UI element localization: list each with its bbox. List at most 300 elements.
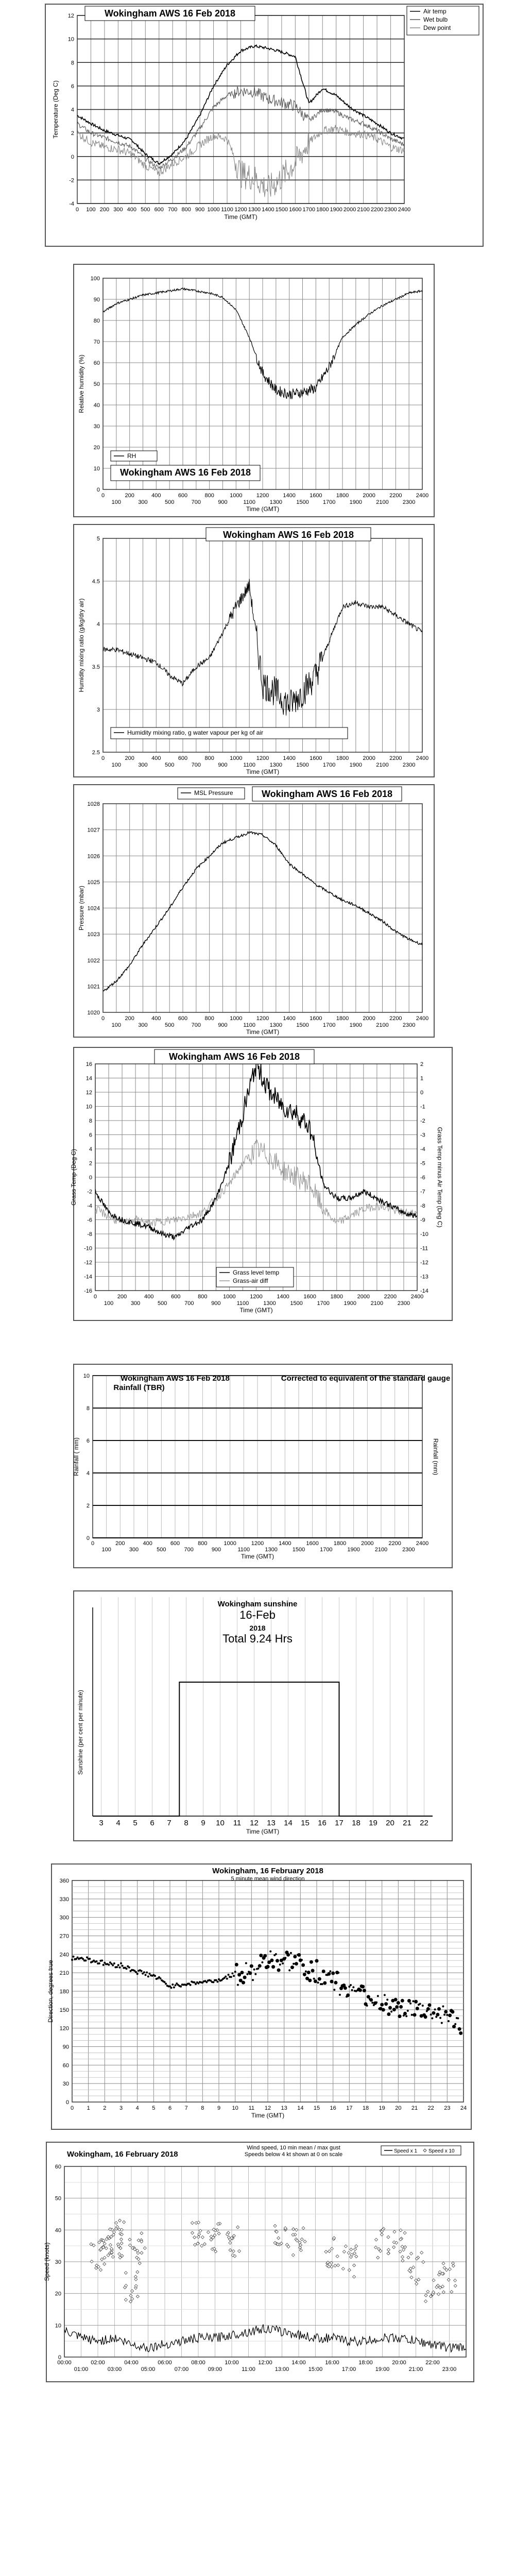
direction-point	[165, 1982, 167, 1985]
x-tick-label: 1300	[269, 499, 283, 505]
x-tick-label: 6	[150, 1819, 154, 1827]
direction-point	[451, 2010, 454, 2014]
x-tick-label: 1900	[349, 499, 363, 505]
y-right-tick-label: -7	[420, 1189, 425, 1195]
x-tick-label: 1300	[269, 1022, 283, 1028]
x-tick-label: 17	[335, 1819, 344, 1827]
legend-entry: Speed x 1	[394, 2148, 418, 2154]
y-tick-label: 270	[59, 1933, 69, 1940]
direction-point	[442, 2005, 444, 2007]
direction-point	[98, 1962, 100, 1964]
direction-point	[430, 2013, 432, 2015]
direction-point	[295, 1962, 298, 1965]
y-right-tick-label: 2	[420, 1061, 424, 1067]
direction-point	[96, 1960, 98, 1962]
x-tick-label: 22	[420, 1819, 428, 1827]
x-tick-label: 2	[103, 2105, 107, 2111]
x-axis-label: Time (GMT)	[246, 505, 280, 513]
direction-point	[405, 2015, 407, 2017]
x-tick-label: 8	[201, 2105, 204, 2111]
x-tick-label: 2400	[416, 493, 429, 499]
direction-point	[160, 1977, 162, 1979]
x-tick-label: 0	[70, 2105, 74, 2111]
x-tick-label: 400	[151, 755, 161, 761]
direction-point	[82, 1958, 84, 1960]
x-tick-label: 1700	[302, 207, 316, 213]
x-tick-label: 9	[201, 1819, 205, 1827]
direction-point	[331, 1972, 335, 1975]
direction-point	[443, 2013, 445, 2015]
x-tick-label: 400	[143, 1540, 152, 1547]
direction-point	[126, 1968, 128, 1970]
humidity-chart	[0, 260, 515, 520]
y-tick-label: 0	[89, 1175, 92, 1181]
chart-subtitle: 5 minute mean wind direction	[231, 1876, 305, 1882]
y-tick-label: 8	[89, 1118, 92, 1124]
x-tick-label: 1700	[322, 1022, 336, 1028]
rainfall-chart-panel	[0, 1360, 515, 1571]
x-tick-label-minor: 21:00	[408, 2366, 423, 2372]
x-tick-label: 16	[318, 1819, 327, 1827]
direction-point	[409, 2003, 411, 2005]
x-axis-label: Time (GMT)	[246, 1028, 280, 1036]
direction-point	[226, 1978, 228, 1980]
x-tick-label: 1600	[289, 207, 302, 213]
x-tick-label: 100	[86, 207, 96, 213]
direction-point	[146, 1972, 148, 1974]
direction-point	[394, 1998, 398, 2002]
x-tick-label: 800	[204, 493, 214, 499]
direction-point	[314, 1979, 317, 1983]
direction-point	[350, 1984, 352, 1986]
direction-point	[334, 1981, 337, 1985]
direction-point	[242, 1981, 245, 1985]
x-tick-label: 700	[184, 1300, 194, 1307]
chart-subtitle: Wind speed, 10 min mean / max gust	[247, 2145, 340, 2151]
x-tick-label: 11	[233, 1819, 242, 1827]
x-tick-label: 0	[101, 493, 105, 499]
x-tick-label: 2200	[388, 1540, 401, 1547]
y-tick-label: 3.5	[92, 664, 100, 670]
y-tick-label: 80	[93, 318, 100, 324]
y-tick-label: 40	[93, 402, 100, 409]
direction-point	[216, 1981, 218, 1983]
x-tick-label: 2100	[374, 1547, 388, 1553]
direction-point	[361, 1985, 365, 1989]
x-tick-label: 1400	[283, 493, 296, 499]
x-tick-label: 1700	[320, 1547, 333, 1553]
x-tick-label: 1900	[330, 207, 342, 213]
x-tick-label: 22:00	[425, 2360, 440, 2366]
y-tick-label: 60	[62, 2062, 69, 2069]
direction-point	[141, 1970, 143, 1972]
y-tick-label: 10	[83, 1373, 90, 1379]
direction-point	[235, 1963, 238, 1967]
x-tick-label: 300	[138, 499, 148, 505]
direction-point	[253, 1969, 255, 1971]
direction-point	[282, 1962, 284, 1964]
x-tick-label: 600	[154, 207, 164, 213]
y-tick-label: 1025	[87, 879, 100, 886]
grass-temp-chart-panel	[0, 1043, 515, 1324]
x-tick-label: 1300	[263, 1300, 276, 1307]
direction-point	[310, 1960, 313, 1964]
x-tick-label: 1100	[236, 1300, 249, 1307]
x-tick-label: 1000	[230, 1015, 243, 1022]
direction-point	[258, 1968, 260, 1970]
direction-point	[194, 1981, 196, 1984]
x-tick-label: 2000	[361, 1540, 374, 1547]
direction-point	[163, 1981, 165, 1983]
x-tick-label: 2100	[376, 762, 389, 768]
direction-point	[407, 2010, 409, 2012]
y-tick-label: 4	[71, 107, 74, 113]
direction-point	[243, 1976, 247, 1979]
y-axis-label: Humidity mixing ratio (g/kg/dry air)	[78, 598, 85, 692]
x-tick-label: 1200	[234, 207, 247, 213]
x-tick-label: 1800	[333, 1540, 347, 1547]
x-tick-label-minor: 17:00	[341, 2366, 356, 2372]
y-axis-label: Sunshine (per cent per minute)	[77, 1690, 84, 1775]
direction-point	[263, 1954, 267, 1958]
direction-point	[452, 2025, 456, 2028]
legend	[111, 451, 157, 461]
x-tick-label: 10	[216, 1819, 225, 1827]
direction-point	[422, 2005, 424, 2007]
direction-point	[313, 1978, 315, 1980]
direction-point	[147, 1975, 149, 1977]
y-right-tick-label: -9	[420, 1217, 425, 1224]
direction-point	[171, 1984, 174, 1986]
x-tick-label: 20	[386, 1819, 394, 1827]
x-tick-label: 22	[427, 2105, 434, 2111]
y-tick-label: 330	[59, 1896, 69, 1903]
x-tick-label: 2100	[376, 499, 389, 505]
y-right-tick-label: -10	[420, 1231, 428, 1238]
x-tick-label: 600	[178, 755, 188, 761]
direction-point	[277, 1969, 281, 1972]
direction-point	[403, 2012, 407, 2015]
chart-total: Total 9.24 Hrs	[222, 1632, 293, 1645]
y-tick-label: 10	[55, 2323, 61, 2329]
direction-point	[348, 1986, 350, 1988]
x-tick-label: 7	[184, 2105, 188, 2111]
y-tick-label: 3	[96, 707, 100, 713]
direction-point	[317, 1981, 319, 1984]
x-tick-label: 1300	[248, 207, 261, 213]
direction-point	[108, 1964, 110, 1966]
legend-entry: Speed x 10	[428, 2148, 455, 2154]
wind-speed-chart	[0, 2138, 515, 2385]
x-tick-label: 100	[104, 1300, 114, 1307]
x-tick-label: 1800	[316, 207, 329, 213]
x-tick-label: 1800	[330, 1294, 343, 1300]
wind-direction-chart	[0, 1860, 515, 2133]
x-tick-label: 1300	[269, 762, 283, 768]
direction-point	[454, 2023, 456, 2025]
x-tick-label: 0	[93, 1294, 97, 1300]
x-tick-label: 24	[460, 2105, 467, 2111]
y-right-axis-label: Grass Temp minus Air Temp (Deg C)	[436, 1127, 443, 1228]
mixing-ratio-chart	[0, 520, 515, 781]
y-tick-label: 50	[93, 381, 100, 387]
mixing-ratio-chart-panel	[0, 520, 515, 781]
y-axis-label: Rainfall ( mm)	[73, 1437, 80, 1476]
x-tick-label: 500	[164, 762, 175, 768]
x-tick-label: 0	[75, 207, 79, 213]
y-tick-label: 40	[55, 2227, 61, 2234]
temperature-chart-panel	[0, 0, 515, 250]
direction-point	[297, 1953, 301, 1957]
x-tick-label: 21	[403, 1819, 411, 1827]
direction-point	[384, 1994, 386, 1996]
x-tick-label: 19	[369, 1819, 377, 1827]
x-tick-label: 1900	[344, 1300, 357, 1307]
x-tick-label: 400	[151, 1015, 161, 1022]
x-tick-label: 8	[184, 1819, 188, 1827]
direction-point	[269, 1951, 271, 1953]
direction-point	[321, 1983, 323, 1985]
y-tick-label: -14	[84, 1274, 92, 1280]
x-tick-label: 14	[297, 2105, 304, 2111]
direction-point	[275, 1953, 277, 1955]
y-right-tick-label: -3	[420, 1132, 425, 1139]
x-tick-label: 3	[99, 1819, 104, 1827]
x-tick-label: 1400	[279, 1540, 291, 1547]
x-tick-label-minor: 07:00	[174, 2366, 189, 2372]
x-tick-label: 1100	[221, 207, 233, 213]
y-tick-label: 50	[55, 2195, 61, 2202]
x-tick-label: 12	[250, 1819, 259, 1827]
legend-entry: MSL Pressure	[194, 789, 233, 796]
x-tick-label: 900	[195, 207, 205, 213]
x-tick-label: 1200	[251, 1540, 264, 1547]
x-tick-label: 1000	[230, 493, 243, 499]
y-tick-label: 60	[55, 2164, 61, 2170]
y-tick-label: 16	[85, 1061, 92, 1067]
direction-point	[352, 1986, 354, 1988]
y-tick-label: -4	[69, 201, 74, 207]
x-tick-label: 700	[191, 1022, 201, 1028]
direction-point	[228, 1974, 230, 1976]
y-tick-label: -12	[84, 1260, 92, 1266]
y-right-tick-label: -11	[420, 1245, 428, 1252]
direction-point	[148, 1973, 150, 1975]
x-tick-label: 10	[232, 2105, 238, 2111]
direction-point	[318, 1977, 321, 1981]
direction-point	[392, 2008, 396, 2011]
x-tick-label: 1300	[265, 1547, 278, 1553]
x-tick-label: 500	[141, 207, 150, 213]
direction-point	[117, 1964, 119, 1966]
x-tick-label: 700	[168, 207, 178, 213]
direction-point	[279, 1963, 281, 1965]
x-tick-label: 14	[284, 1819, 293, 1827]
direction-point	[431, 2018, 433, 2020]
direction-point	[293, 1955, 297, 1958]
direction-point	[434, 2008, 436, 2010]
direction-point	[333, 1989, 335, 1991]
chart-title: Wokingham sunshine	[217, 1600, 298, 1608]
direction-point	[231, 1972, 233, 1974]
direction-point	[459, 2031, 462, 2035]
y-tick-label: 6	[71, 83, 74, 90]
x-tick-label: 200	[99, 207, 110, 213]
x-tick-label: 600	[171, 1294, 181, 1300]
direction-point	[398, 2014, 402, 2018]
x-tick-label: 500	[164, 499, 175, 505]
y-tick-label: 5	[96, 536, 100, 542]
direction-point	[248, 1971, 252, 1975]
y-tick-label: 4.5	[92, 579, 100, 585]
legend	[216, 1267, 294, 1287]
x-tick-label: 2100	[357, 207, 370, 213]
direction-point	[448, 2013, 452, 2017]
x-tick-label: 100	[111, 762, 122, 768]
x-tick-label: 2400	[416, 1015, 429, 1022]
legend-entry: Dew point	[423, 24, 451, 31]
direction-point	[390, 2011, 392, 2013]
x-tick-label: 1900	[347, 1547, 360, 1553]
sunshine-chart	[0, 1587, 515, 1844]
rainfall-chart	[0, 1360, 515, 1571]
x-tick-label: 2000	[363, 493, 375, 499]
x-tick-label: 1700	[322, 499, 336, 505]
direction-point	[387, 2012, 390, 2016]
x-tick-label: 1200	[256, 1015, 269, 1022]
x-tick-label: 300	[129, 1547, 139, 1553]
x-tick-label: 14:00	[291, 2360, 306, 2366]
y-tick-label: 1028	[87, 801, 100, 807]
direction-point	[322, 1970, 325, 1973]
direction-point	[458, 2027, 461, 2031]
y-tick-label: -2	[69, 177, 74, 184]
direction-point	[369, 1998, 373, 2002]
direction-point	[401, 1999, 404, 2003]
x-tick-label: 1500	[296, 499, 309, 505]
x-tick-label: 1400	[283, 1015, 296, 1022]
direction-point	[254, 1973, 256, 1975]
x-tick-label: 400	[144, 1294, 154, 1300]
direction-point	[112, 1964, 114, 1967]
x-tick-label: 700	[191, 499, 201, 505]
x-tick-label: 1500	[296, 1022, 309, 1028]
direction-point	[380, 2003, 384, 2007]
direction-point	[416, 2007, 419, 2010]
x-tick-label: 500	[157, 1547, 166, 1553]
y-tick-label: 10	[85, 1104, 92, 1110]
direction-point	[259, 1954, 263, 1957]
x-tick-label: 5	[133, 1819, 138, 1827]
direction-point	[276, 1959, 279, 1962]
y-tick-label: 1026	[87, 853, 100, 860]
direction-point	[118, 1967, 121, 1969]
x-tick-label: 16:00	[325, 2360, 339, 2366]
x-tick-label: 2000	[363, 755, 375, 761]
y-axis-label: Pressure (mbar)	[78, 886, 85, 930]
chart-year: 2018	[249, 1624, 266, 1632]
direction-point	[116, 1966, 118, 1968]
direction-point	[375, 2002, 377, 2004]
legend	[381, 2146, 461, 2155]
direction-point	[252, 1979, 254, 1981]
x-tick-label: 7	[167, 1819, 171, 1827]
x-axis-label: Time (GMT)	[251, 2112, 285, 2119]
x-tick-label: 2100	[370, 1300, 384, 1307]
x-tick-label: 200	[115, 1540, 125, 1547]
direction-point	[301, 1963, 305, 1967]
direction-point	[240, 1971, 244, 1974]
x-tick-label-minor: 01:00	[74, 2366, 89, 2372]
x-tick-label: 13	[267, 1819, 276, 1827]
y-tick-label: 2	[71, 130, 74, 137]
direction-point	[303, 1973, 306, 1976]
x-tick-label: 1200	[256, 755, 269, 761]
x-tick-label: 900	[211, 1300, 221, 1307]
x-tick-label: 2400	[410, 1294, 424, 1300]
x-tick-label: 2200	[389, 493, 402, 499]
direction-point	[424, 2015, 427, 2019]
x-tick-label: 800	[204, 1015, 214, 1022]
x-tick-label-minor: 23:00	[442, 2366, 457, 2372]
direction-point	[377, 1995, 379, 1997]
x-tick-label: 15	[313, 2105, 320, 2111]
y-tick-label: 210	[59, 1970, 69, 1977]
x-axis-label: Time (GMT)	[241, 1553, 274, 1560]
x-tick-label: 300	[113, 207, 123, 213]
x-tick-label: 0	[101, 755, 105, 761]
y-tick-label: 12	[67, 13, 74, 19]
y-tick-label: 10	[67, 36, 74, 43]
y-tick-label: 60	[93, 360, 100, 366]
x-tick-label: 1100	[243, 762, 255, 768]
x-tick-label: 1800	[336, 1015, 349, 1022]
y-tick-label: -16	[84, 1288, 92, 1294]
x-tick-label: 6	[168, 2105, 172, 2111]
x-tick-label: 18	[362, 2105, 369, 2111]
y-tick-label: 20	[55, 2291, 61, 2297]
x-tick-label: 1000	[207, 207, 220, 213]
direction-point	[225, 1976, 227, 1978]
y-tick-label: 90	[62, 2044, 69, 2050]
chart-title: Wokingham, 16 February 2018	[212, 1867, 323, 1875]
direction-point	[307, 1971, 311, 1974]
x-tick-label: 2200	[384, 1294, 397, 1300]
x-tick-label: 400	[127, 207, 137, 213]
y-tick-label: 240	[59, 1952, 69, 1958]
direction-point	[344, 1986, 347, 1990]
x-tick-label: 1800	[336, 493, 349, 499]
x-tick-label: 18:00	[358, 2360, 373, 2366]
x-tick-label: 2000	[343, 207, 356, 213]
x-tick-label: 1500	[275, 207, 288, 213]
x-tick-label: 1000	[223, 1294, 236, 1300]
y-tick-label: 20	[93, 445, 100, 451]
y-tick-label: 6	[86, 1438, 90, 1444]
legend	[178, 788, 245, 799]
y-tick-label: 4	[89, 1146, 92, 1153]
direction-point	[346, 1993, 350, 1997]
direction-point	[230, 1976, 232, 1978]
x-tick-label: 100	[111, 1022, 122, 1028]
y-tick-label: 100	[90, 276, 100, 282]
direction-point	[437, 2007, 441, 2011]
x-tick-label: 2400	[416, 1540, 429, 1547]
x-tick-label: 800	[204, 755, 214, 761]
direction-point	[411, 2014, 413, 2016]
x-tick-label: 100	[111, 499, 122, 505]
direction-point	[73, 1956, 75, 1958]
